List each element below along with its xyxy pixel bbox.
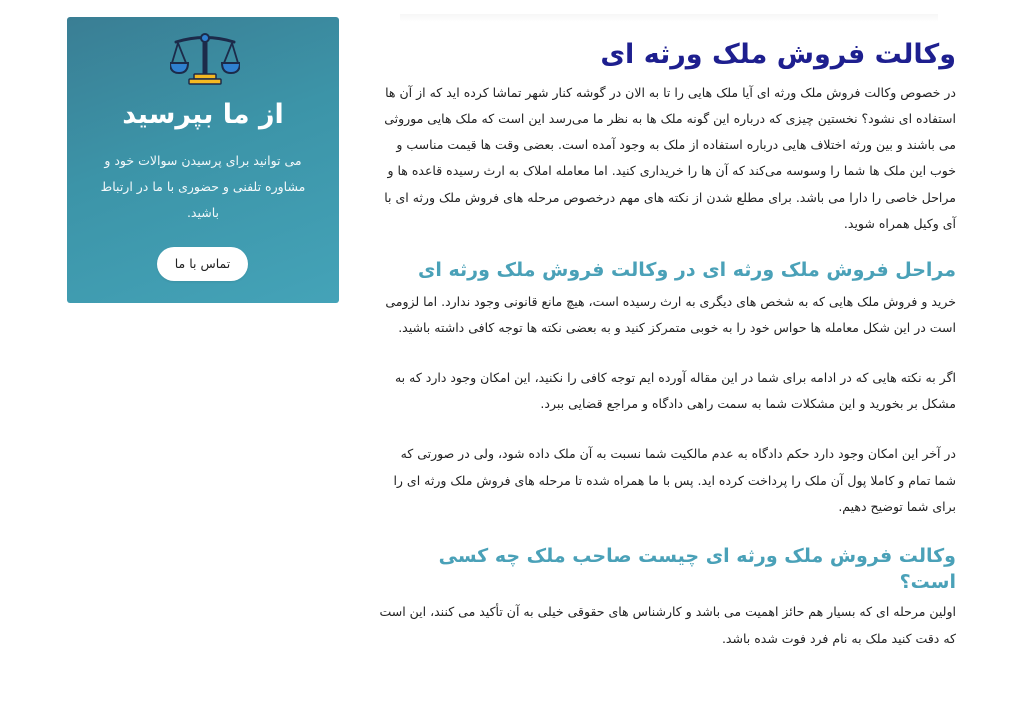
card-description: می توانید برای پرسیدن سوالات خود و مشاوره تلفنی و حضوری با ما در ارتباط باشید. <box>100 153 306 220</box>
card-title: از ما بپرسید <box>122 99 284 130</box>
top-divider <box>400 14 938 22</box>
paragraph-legal-obstacle: خرید و فروش ملک هایی که به شخص های دیگری به ارث رسیده است، هیچ مانع قانونی وجود ندارد. اما لزومی است در این شکل معامله ها حواس خود را به خوبی متمرکز کنید و به بعضی نکته ها توجه کافی داشته باشید. <box>385 293 956 335</box>
scales-of-justice-icon <box>170 29 240 89</box>
article-intro-paragraph: در خصوص وکالت فروش ملک ورثه ای آیا ملک هایی را تا به الان در گوشه کنار شهر تماشا کرده اید که از آن ها استفاده ای نشود؟ نخستین چیزی که درباره این گونه ملک ها به نظر ما می‌رسد این است که ملک هایی موروثی می باشند و بین ورثه اختلاف هایی درباره استفاده از ملک به وجود آمده است. بعضی وقت ها قیمت مناسب و خوب این ملک ها شما را وسوسه می‌کند که آن ها را خریداری کنید. اما معامله املاک به ارث رسیده قاعده ها و مراحل خاصی را دارا می باشد. برای مطلع شدن از نکته های مهم درخصوص مرحله های فروش ملک ورثه ای با آی وکیل همراه شوید. <box>384 84 956 231</box>
contact-us-button[interactable]: تماس با ما <box>157 247 248 281</box>
paragraph-attention-warning: اگر به نکته هایی که در ادامه برای شما در این مقاله آورده ایم توجه کافی را نکنید، این امکان وجود دارد که به مشکل بر بخورید و این مشکلات شما به سمت راهی دادگاه و مراجع قضایی ببرد. <box>394 370 956 412</box>
article-content <box>378 38 956 652</box>
section-heading-owner: وکالت فروش ملک ورثه ای چیست صاحب ملک چه کسی است؟ <box>438 545 956 593</box>
article-title: وکالت فروش ملک ورثه ای <box>600 39 956 70</box>
paragraph-court-ruling: در آخر این امکان وجود دارد حکم دادگاه به عدم مالکیت شما نسبت به آن ملک داده شود، ولی در صورتی که شما تمام و کاملا پول آن ملک را پرداخت کرده اید. پس با ما همراه شده تا مرحله های فروش ملک ورثه ای را برای شما توضیح دهیم. <box>393 446 956 514</box>
ask-us-card <box>67 17 339 303</box>
section-heading-stages: مراحل فروش ملک ورثه ای در وکالت فروش ملک ورثه ای <box>417 258 956 281</box>
paragraph-first-step: اولین مرحله ای که بسیار هم حائز اهمیت می باشد و کارشناس های حقوقی خیلی به آن تأکید می کنند، این است که دقت کنید ملک به نام فرد فوت شده باشد. <box>379 604 956 646</box>
